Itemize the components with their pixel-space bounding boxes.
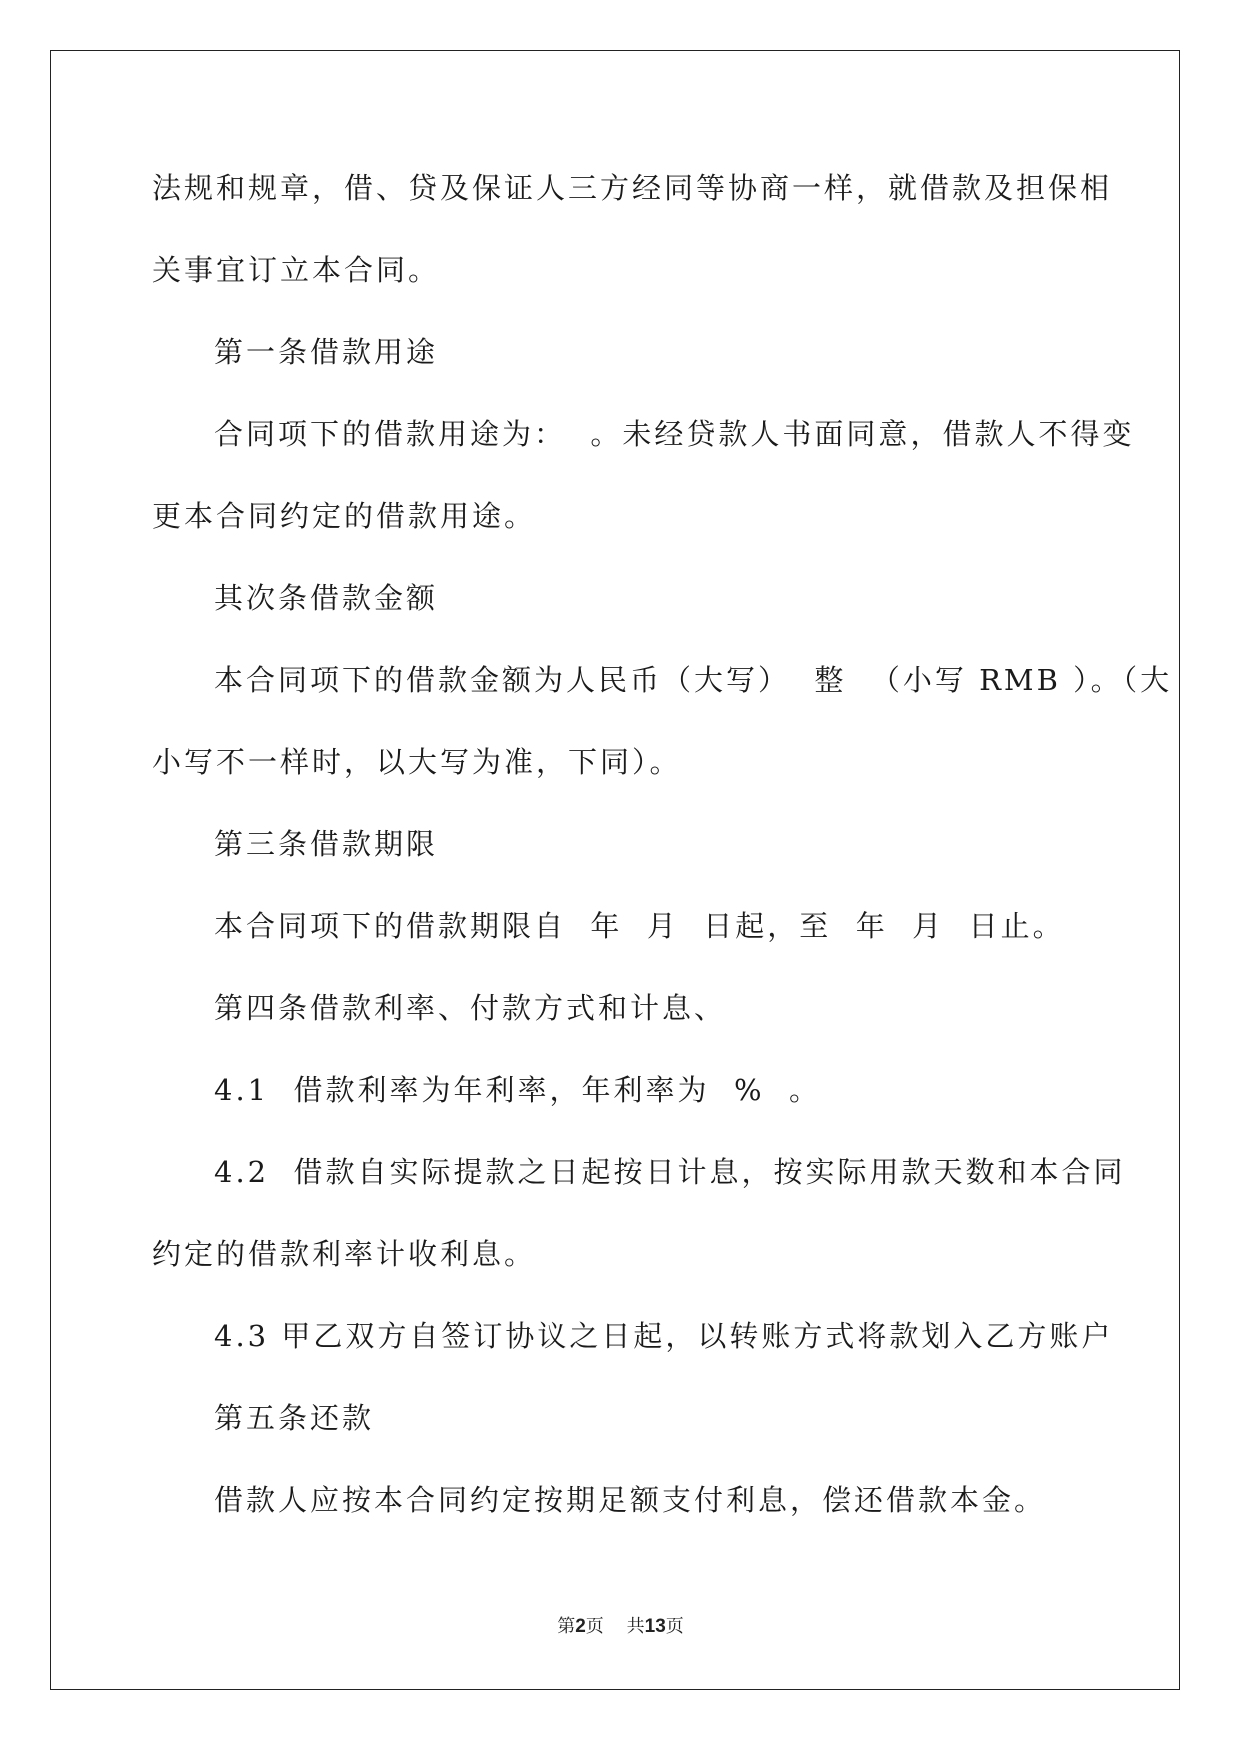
text-line: 本合同项下的借款金额为人民币（大写） 整 （小写 RMB ）。（大 bbox=[214, 663, 1173, 697]
text-line: 更本合同约定的借款用途。 bbox=[152, 499, 537, 533]
page-footer bbox=[0, 1612, 1241, 1638]
text-line: 第一条借款用途 bbox=[214, 335, 439, 369]
footer-total-pages: 13 bbox=[644, 1616, 666, 1637]
text-line: 借款人应按本合同约定按期足额支付利息，偿还借款本金。 bbox=[214, 1483, 1047, 1517]
text-line: 第三条借款期限 bbox=[214, 827, 439, 861]
text-line: 小写不一样时，以大写为准，下同）。 bbox=[152, 745, 682, 779]
text-line: 4.2 借款自实际提款之日起按日计息，按实际用款天数和本合同 bbox=[214, 1155, 1126, 1189]
text-line: 本合同项下的借款期限自 年 月 日起，至 年 月 日止。 bbox=[214, 909, 1065, 943]
footer-prefix: 第 bbox=[557, 1616, 576, 1637]
text-line: 其次条借款金额 bbox=[214, 581, 439, 615]
footer-middle: 页 共 bbox=[585, 1616, 645, 1637]
text-line: 关事宜订立本合同。 bbox=[152, 253, 441, 287]
text-line: 4.3 甲乙双方自签订协议之日起，以转账方式将款划入乙方账户 bbox=[214, 1319, 1114, 1353]
text-line: 约定的借款利率计收利息。 bbox=[152, 1237, 537, 1271]
text-line: 合同项下的借款用途为： 。未经贷款人书面同意，借款人不得变 bbox=[214, 417, 1135, 451]
footer-current-page: 2 bbox=[575, 1616, 586, 1637]
text-line: 第四条借款利率、付款方式和计息、 bbox=[214, 991, 727, 1025]
text-line: 第五条还款 bbox=[214, 1401, 375, 1435]
document-body bbox=[152, 165, 1173, 1559]
footer-suffix: 页 bbox=[665, 1616, 684, 1637]
text-line: 法规和规章，借、贷及保证人三方经同等协商一样，就借款及担保相 bbox=[152, 171, 1113, 205]
text-line: 4.1 借款利率为年利率，年利率为 % 。 bbox=[214, 1073, 821, 1107]
